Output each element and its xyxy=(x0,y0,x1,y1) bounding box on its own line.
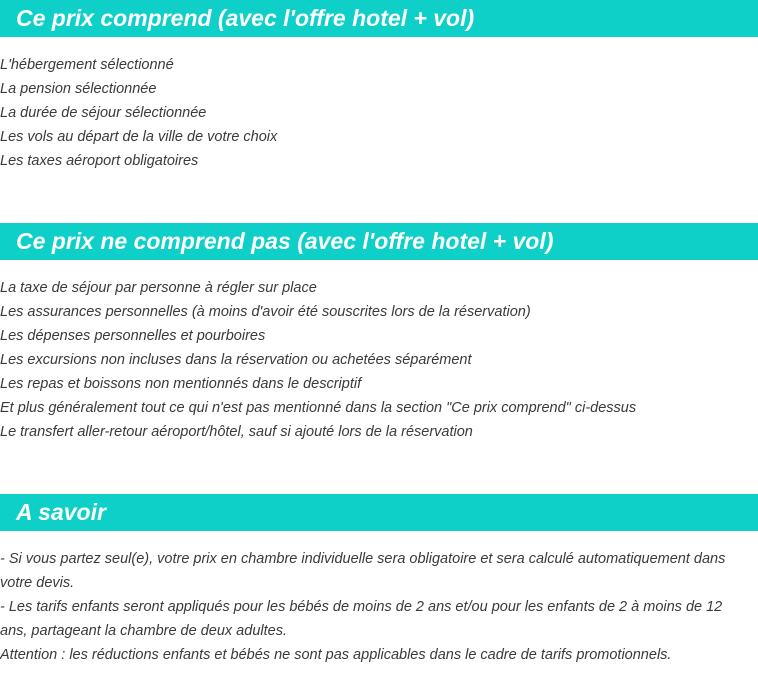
included-list xyxy=(0,53,758,173)
list-item: Les dépenses personnelles et pourboires xyxy=(0,328,266,344)
list-item: Le transfert aller-retour aéroport/hôtel, sauf si ajouté lors de la réservation xyxy=(0,424,473,440)
excluded-section-title: Ce prix ne comprend pas (avec l'offre hotel + vol) xyxy=(0,223,758,260)
list-item: Les repas et boissons non mentionnés dans le descriptif xyxy=(0,376,362,392)
info-body xyxy=(0,547,752,667)
excluded-list xyxy=(0,276,758,444)
list-item: Les vols au départ de la ville de votre choix xyxy=(0,129,278,145)
list-item: La pension sélectionnée xyxy=(0,81,157,97)
info-paragraph: - Les tarifs enfants seront appliqués pour les bébés de moins de 2 ans et/ou pour les enfants de 2 à moins de 12 ans, partageant la chambre de deux adultes. xyxy=(0,599,723,639)
list-item: La durée de séjour sélectionnée xyxy=(0,105,207,121)
info-section-title: A savoir xyxy=(0,494,758,531)
included-section-title: Ce prix comprend (avec l'offre hotel + vol) xyxy=(0,0,758,37)
list-item: La taxe de séjour par personne à régler sur place xyxy=(0,280,317,296)
list-item: Les assurances personnelles (à moins d'avoir été souscrites lors de la réservation) xyxy=(0,304,531,320)
info-paragraph: Attention : les réductions enfants et bébés ne sont pas applicables dans le cadre de tarifs promotionnels. xyxy=(0,647,672,663)
info-paragraph: - Si vous partez seul(e), votre prix en chambre individuelle sera obligatoire et sera calculé automatiquement dans votre devis. xyxy=(0,551,726,591)
list-item: Les excursions non incluses dans la réservation ou achetées séparément xyxy=(0,352,472,368)
list-item: L'hébergement sélectionné xyxy=(0,57,174,73)
list-item: Les taxes aéroport obligatoires xyxy=(0,153,199,169)
list-item: Et plus généralement tout ce qui n'est pas mentionné dans la section "Ce prix comprend" ci-dessus xyxy=(0,400,637,416)
